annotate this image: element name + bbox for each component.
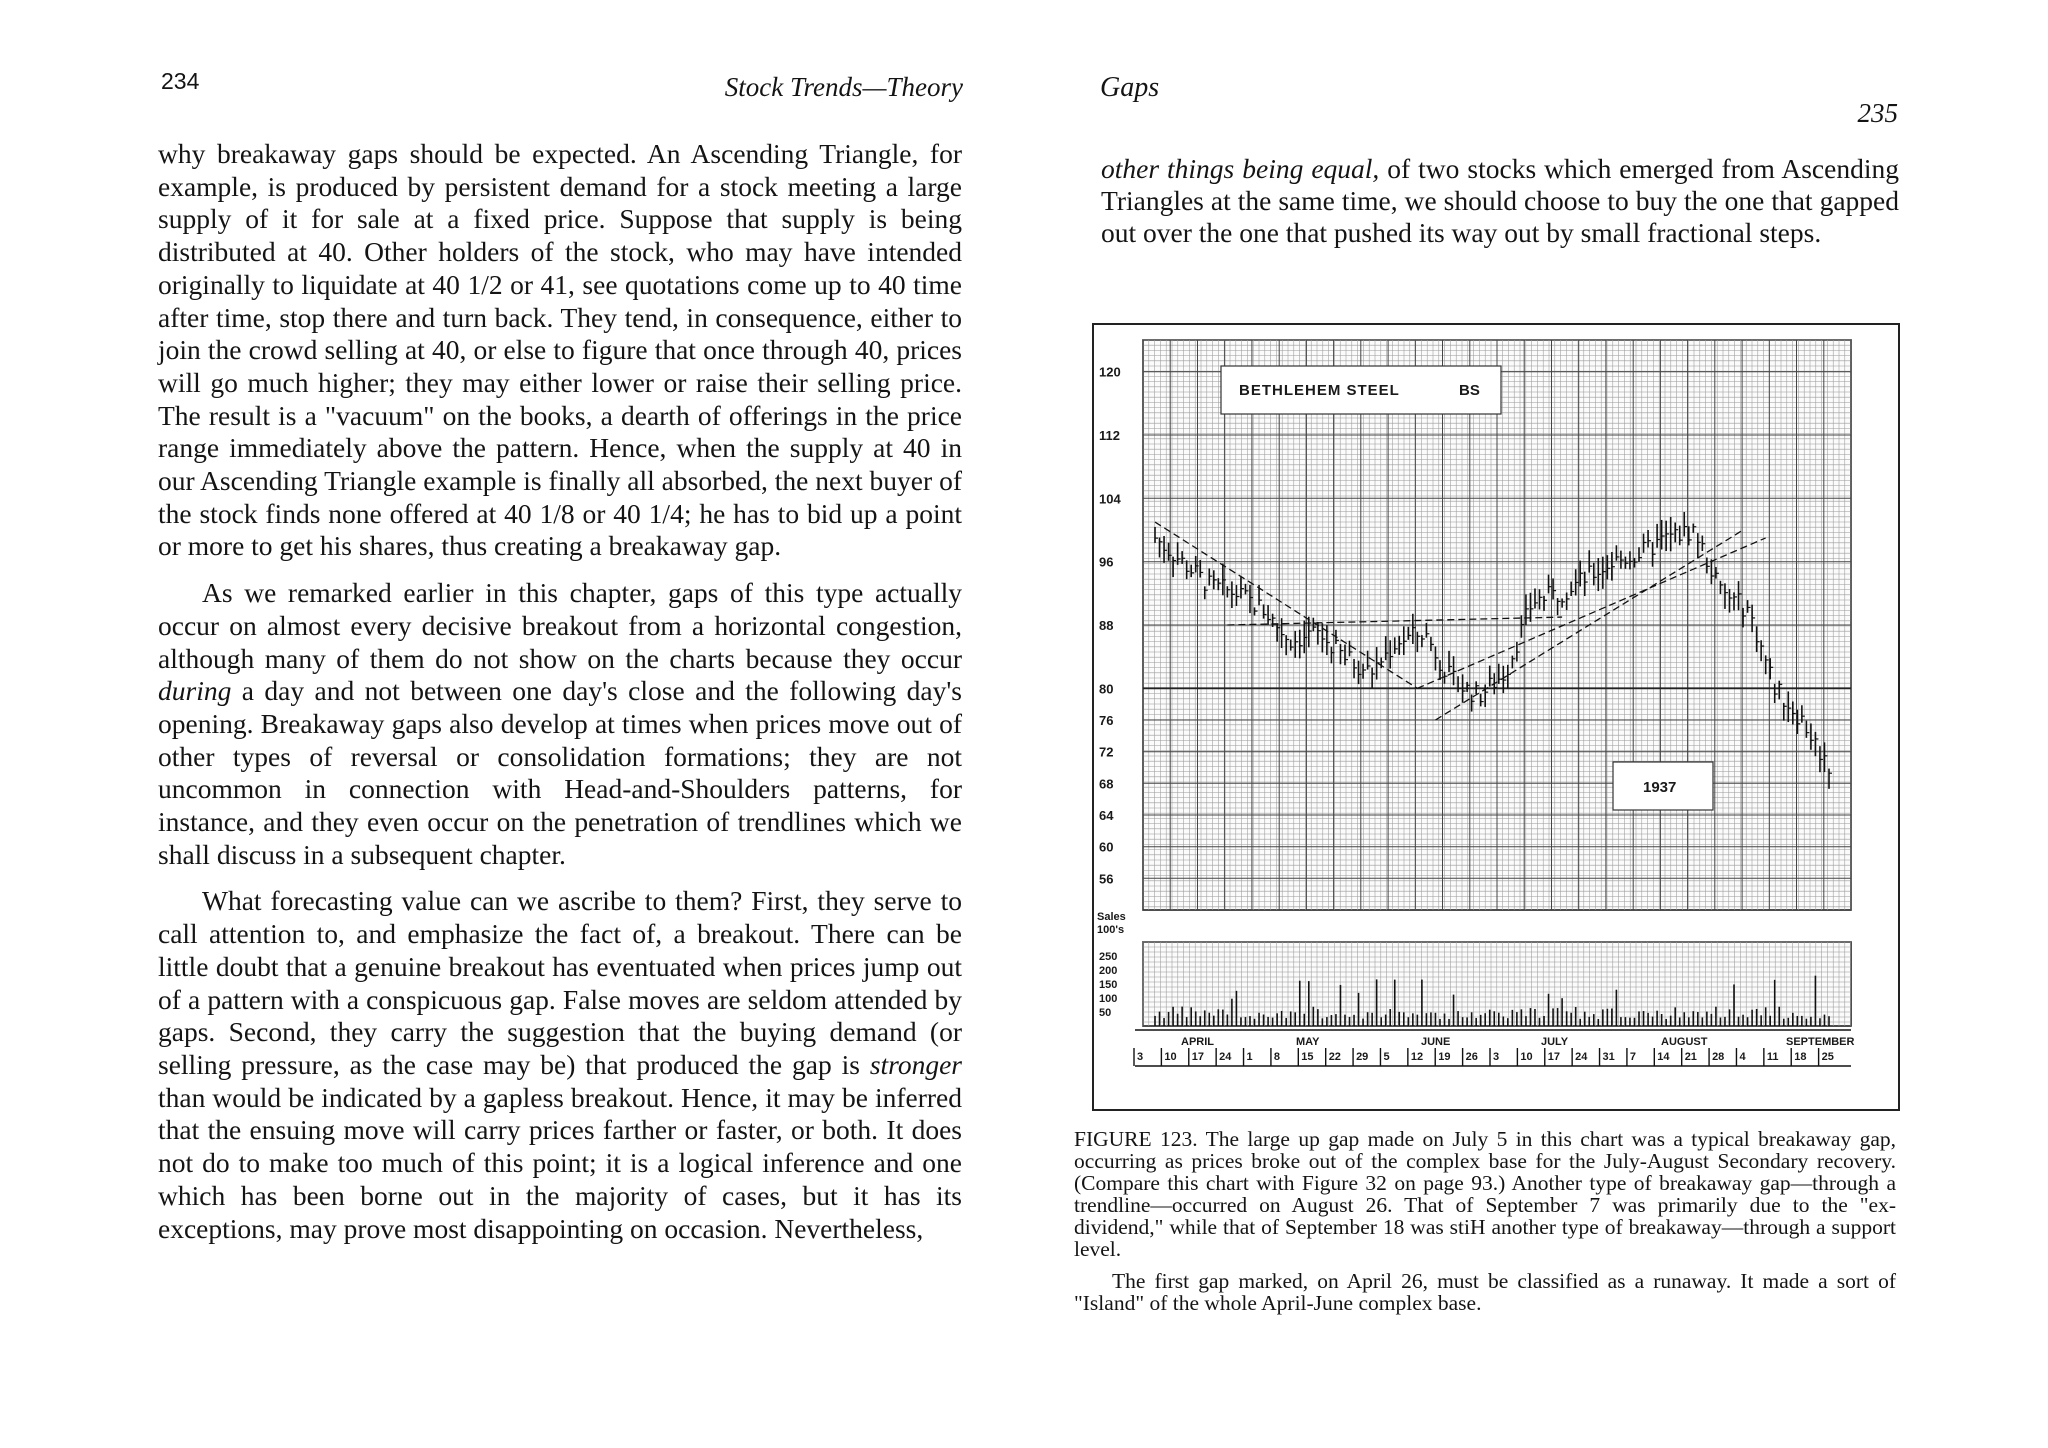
- price-tick-label: 60: [1099, 839, 1114, 855]
- month-label: APRIL: [1181, 1036, 1214, 1048]
- price-tick-label: 76: [1099, 713, 1114, 728]
- left-page-body: [158, 138, 962, 1245]
- month-label: JULY: [1541, 1036, 1569, 1048]
- date-label: 10: [1164, 1051, 1177, 1063]
- figure-caption: [1074, 1128, 1896, 1314]
- date-label: 28: [1712, 1051, 1725, 1063]
- date-label: 3: [1137, 1051, 1144, 1063]
- right-page-number: 235: [1857, 98, 1898, 128]
- date-label: 14: [1657, 1051, 1670, 1063]
- volume-tick-label: 150: [1099, 979, 1118, 991]
- price-tick-label: 64: [1099, 808, 1114, 823]
- right-page-intro: [1101, 153, 1899, 249]
- date-label: 18: [1794, 1051, 1807, 1063]
- date-label: 17: [1547, 1051, 1561, 1063]
- price-tick-label: 96: [1099, 554, 1114, 570]
- price-tick-label: 80: [1099, 681, 1114, 697]
- date-label: 17: [1191, 1051, 1205, 1063]
- caption-paragraph: The first gap marked, on April 26, must be classified as a runaway. It made a sort of "Island" of the whole April-June complex base.: [1074, 1269, 1896, 1315]
- paragraph: As we remarked earlier in this chapter, gaps of this type actually occur on almost every decisive breakout from a horizontal congestion, although many of them do not show on the charts because they occur during a day and not between one day's close and the following day's opening. Breakaway gaps also develop at times when prices move out of other types of reversal or consolidation formations; they are not uncommon in connection with Head-and-Shoulders patterns, for instance, and they even occur on the penetration of trendlines which we shall discuss in a subsequent chapter.: [158, 577, 962, 870]
- date-label: 19: [1438, 1051, 1451, 1063]
- date-label: 11: [1766, 1051, 1779, 1063]
- date-label: 21: [1684, 1051, 1697, 1063]
- intro-italic: other things being equal,: [1101, 153, 1380, 184]
- date-label: 24: [1575, 1051, 1588, 1063]
- date-label: 29: [1356, 1051, 1369, 1063]
- date-label: 10: [1520, 1051, 1533, 1063]
- volume-tick-label: 250: [1099, 951, 1118, 963]
- month-label: MAY: [1296, 1036, 1320, 1048]
- price-tick-label: 104: [1099, 491, 1121, 507]
- date-label: 4: [1739, 1051, 1746, 1063]
- date-label: 3: [1493, 1051, 1500, 1063]
- date-label: 24: [1219, 1051, 1232, 1063]
- month-label: AUGUST: [1661, 1036, 1708, 1048]
- date-label: 12: [1410, 1051, 1424, 1063]
- paragraph: why breakaway gaps should be expected. An Ascending Triangle, for example, is produced by persistent demand for a stock meeting a large supply of it for sale at a fixed price. Suppose that supply is being distributed at 40. Other holders of the stock, who may have intended originally to liquidate at 40 1/2 or 41, see quotations come up to 40 time after time, stop there and turn back. They tend, in consequence, either to join the crowd selling at 40, or else to figure that once through 40, prices will go much higher; they may either lower or raise their selling price. The result is a "vacuum" on the books, a dearth of offerings in the price range immediately above the pattern. Hence, when the supply at 40 in our Ascending Triangle example is finally all absorbed, the next buyer of the stock finds none offered at 40 1/8 or 40 1/4; he has to bid up a point or more to get his shares, thus creating a breakaway gap.: [158, 138, 962, 562]
- date-label: 5: [1383, 1051, 1390, 1063]
- date-label: 26: [1465, 1051, 1478, 1063]
- sales-label-unit: 100's: [1097, 924, 1125, 936]
- date-label: 7: [1629, 1051, 1637, 1063]
- stock-ticker: BS: [1459, 382, 1480, 399]
- price-tick-label: 68: [1099, 776, 1114, 792]
- volume-tick-label: 200: [1099, 965, 1118, 977]
- year-label: 1937: [1643, 779, 1677, 796]
- date-label: 8: [1273, 1051, 1281, 1063]
- left-running-head: Stock Trends—Theory: [724, 72, 963, 102]
- paragraph: What forecasting value can we ascribe to them? First, they serve to call attention to, and emphasize the fact of, a breakout. There can be little doubt that a genuine breakout has eventuated when prices jump out of a pattern with a conspicuous gap. False moves are seldom attended by gaps. Second, they carry the suggestion that the buying demand (or selling pressure, as the case may be) that produced the gap is stronger than would be indicated by a gapless breakout. Hence, it may be inferred that the ensuing move will carry prices farther or faster, or both. It does not do to make too much of this point; it is a logical inference and one which has been borne out in the majority of cases, but it has its exceptions, may prove most disappointing on occasion. Nevertheless,: [158, 885, 962, 1244]
- stock-name: BETHLEHEM STEEL: [1239, 382, 1400, 399]
- left-page-number: 234: [161, 68, 200, 94]
- volume-tick-label: 50: [1099, 1007, 1112, 1019]
- intro-text: of two stocks which emerged from Ascending Triangles at the same time, we should choose to buy the one that gapped out over the one that pushed its way out by small fractional steps.: [1101, 153, 1899, 248]
- price-tick-label: 56: [1099, 871, 1114, 887]
- sales-label: Sales: [1097, 911, 1126, 923]
- month-label: JUNE: [1421, 1036, 1451, 1048]
- month-label: SEPTEMBER: [1786, 1036, 1855, 1048]
- volume-tick-label: 100: [1099, 993, 1118, 1005]
- figure-chart: [1091, 322, 1901, 1112]
- price-tick-label: 88: [1099, 618, 1114, 633]
- date-label: 25: [1821, 1051, 1834, 1063]
- right-running-head: Gaps: [1100, 72, 1160, 103]
- date-label: 1: [1246, 1051, 1253, 1063]
- price-tick-label: 120: [1099, 364, 1121, 380]
- price-tick-label: 112: [1099, 428, 1120, 443]
- price-tick-label: 72: [1099, 744, 1114, 760]
- date-label: 15: [1301, 1051, 1314, 1063]
- date-label: 31: [1602, 1051, 1615, 1063]
- bethlehem-steel-chart: [1091, 322, 1901, 1112]
- caption-paragraph: FIGURE 123. The large up gap made on July 5 in this chart was a typical breakaway gap, occurring as prices broke out of the complex base for the July-August Secondary recovery. (Compare this chart with Figure 32 on page 93.) Another type of breakaway gap—through a trendline—occurred on August 26. That of September 7 was primarily due to the "ex-dividend," while that of September 18 was stiH another type of breakaway—through a support level.: [1074, 1127, 1896, 1261]
- date-label: 22: [1328, 1051, 1341, 1063]
